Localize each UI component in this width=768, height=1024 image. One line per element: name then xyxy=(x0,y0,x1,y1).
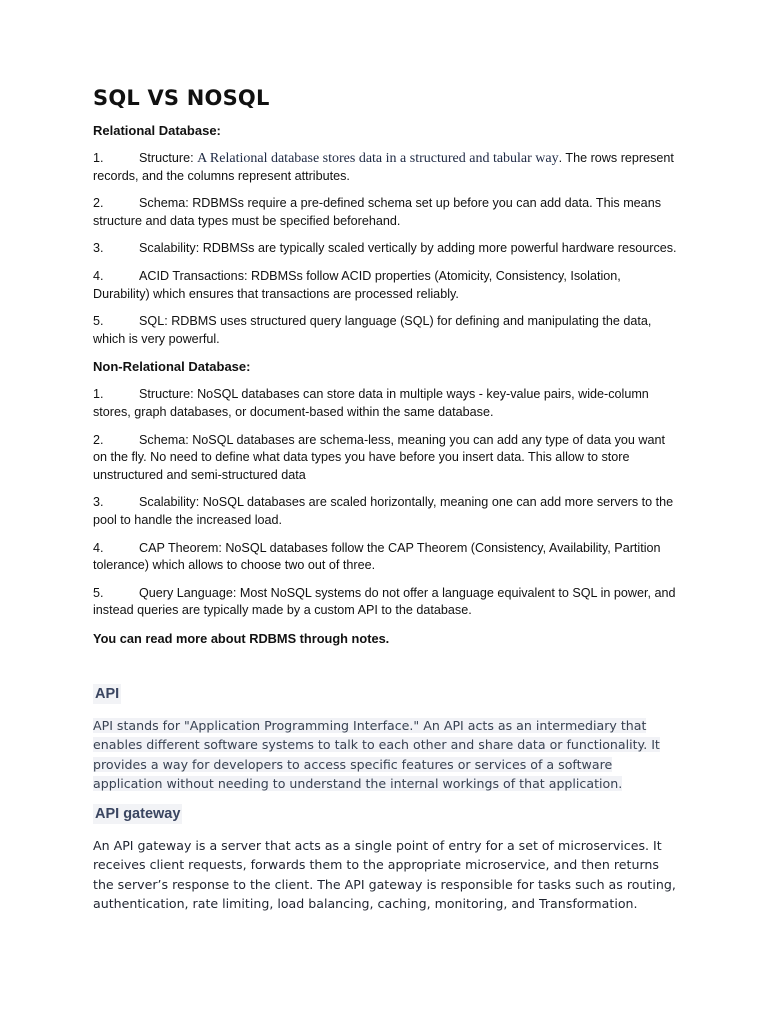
item-number: 1. xyxy=(93,151,104,165)
item-serif-text: A Relational database stores data in a structured and tabular way xyxy=(197,151,559,166)
api-gateway-heading: API gateway xyxy=(95,805,181,822)
page-title: SQL VS NOSQL xyxy=(93,86,270,110)
item-number: 4. xyxy=(93,268,104,283)
item-number: 1. xyxy=(93,387,104,402)
item-text: Scalability: NoSQL databases are scaled horizontally, meaning one can add more servers to the pool to handle the increased load. xyxy=(93,495,674,527)
item-text: Structure: NoSQL databases can store data in multiple ways - key-value pairs, wide-column stores, graph databases, or document-based within the same database. xyxy=(93,387,649,419)
item-text: ACID Transactions: RDBMSs follow ACID properties (Atomicity, Consistency, Isolation, Durability) which ensures that transactions are processed reliably. xyxy=(93,268,621,301)
api-gateway-paragraph: An API gateway is a server that acts as a single point of entry for a set of microservices. It receives client requests, forwards them to the appropriate microservice, and then returns the server’s response to the client. The API gateway is responsible for tasks such as routing, authentication, rate limiting, load balancing, caching, monitoring, and Transformation. xyxy=(93,837,676,912)
item-text: SQL: RDBMS uses structured query language (SQL) for defining and manipulating the data, which is very powerful. xyxy=(93,314,652,346)
rdbms-note: You can read more about RDBMS through notes. xyxy=(93,630,390,646)
relational-item xyxy=(93,240,678,258)
item-number: 4. xyxy=(93,540,104,555)
api-paragraph-text: API stands for "Application Programming Interface." An API acts as an intermediary that enables different software systems to talk to each other and share data or functionality. It provides a way for developers to access specific features or services of a software application without needing to understand the internal workings of that application. xyxy=(93,717,660,792)
non-relational-heading: Non-Relational Database: xyxy=(93,359,251,375)
item-number: 3. xyxy=(93,495,104,510)
non-relational-item xyxy=(93,494,678,529)
item-number: 3. xyxy=(93,241,104,256)
item-number: 2. xyxy=(93,196,104,211)
non-relational-item xyxy=(93,540,678,575)
item-number: 5. xyxy=(93,314,104,329)
item-number: 2. xyxy=(93,432,104,447)
document-body xyxy=(93,86,678,924)
relational-item xyxy=(93,313,678,348)
item-number: 5. xyxy=(93,585,104,600)
relational-item xyxy=(93,150,678,185)
api-heading: API xyxy=(95,685,120,702)
relational-item xyxy=(93,268,678,303)
item-label: Structure: xyxy=(139,151,198,165)
item-text: CAP Theorem: NoSQL databases follow the CAP Theorem (Consistency, Availability, Partition tolerance) which allows to choose two out of three. xyxy=(93,540,661,573)
api-paragraph xyxy=(93,716,678,794)
non-relational-item xyxy=(93,585,678,620)
item-text: Schema: RDBMSs require a pre-defined schema set up before you can add data. This means structure and data types must be specified beforehand. xyxy=(93,196,661,228)
item-text: Query Language: Most NoSQL systems do not offer a language equivalent to SQL in power, and instead queries are typically made by a custom API to the database. xyxy=(93,585,676,618)
item-text: Scalability: RDBMSs are typically scaled vertically by adding more powerful hardware resources. xyxy=(139,241,677,256)
non-relational-item xyxy=(93,386,678,421)
relational-item xyxy=(93,195,678,230)
non-relational-item xyxy=(93,432,678,485)
item-text: Schema: NoSQL databases are schema-less, meaning you can add any type of data you want on the fly. No need to define what data types you have before you insert data. This allow to store unstructured and semi-structured data xyxy=(93,432,665,482)
relational-heading: Relational Database: xyxy=(93,123,221,138)
item-text: . The rows represent records, and the columns represent attributes. xyxy=(93,151,674,183)
